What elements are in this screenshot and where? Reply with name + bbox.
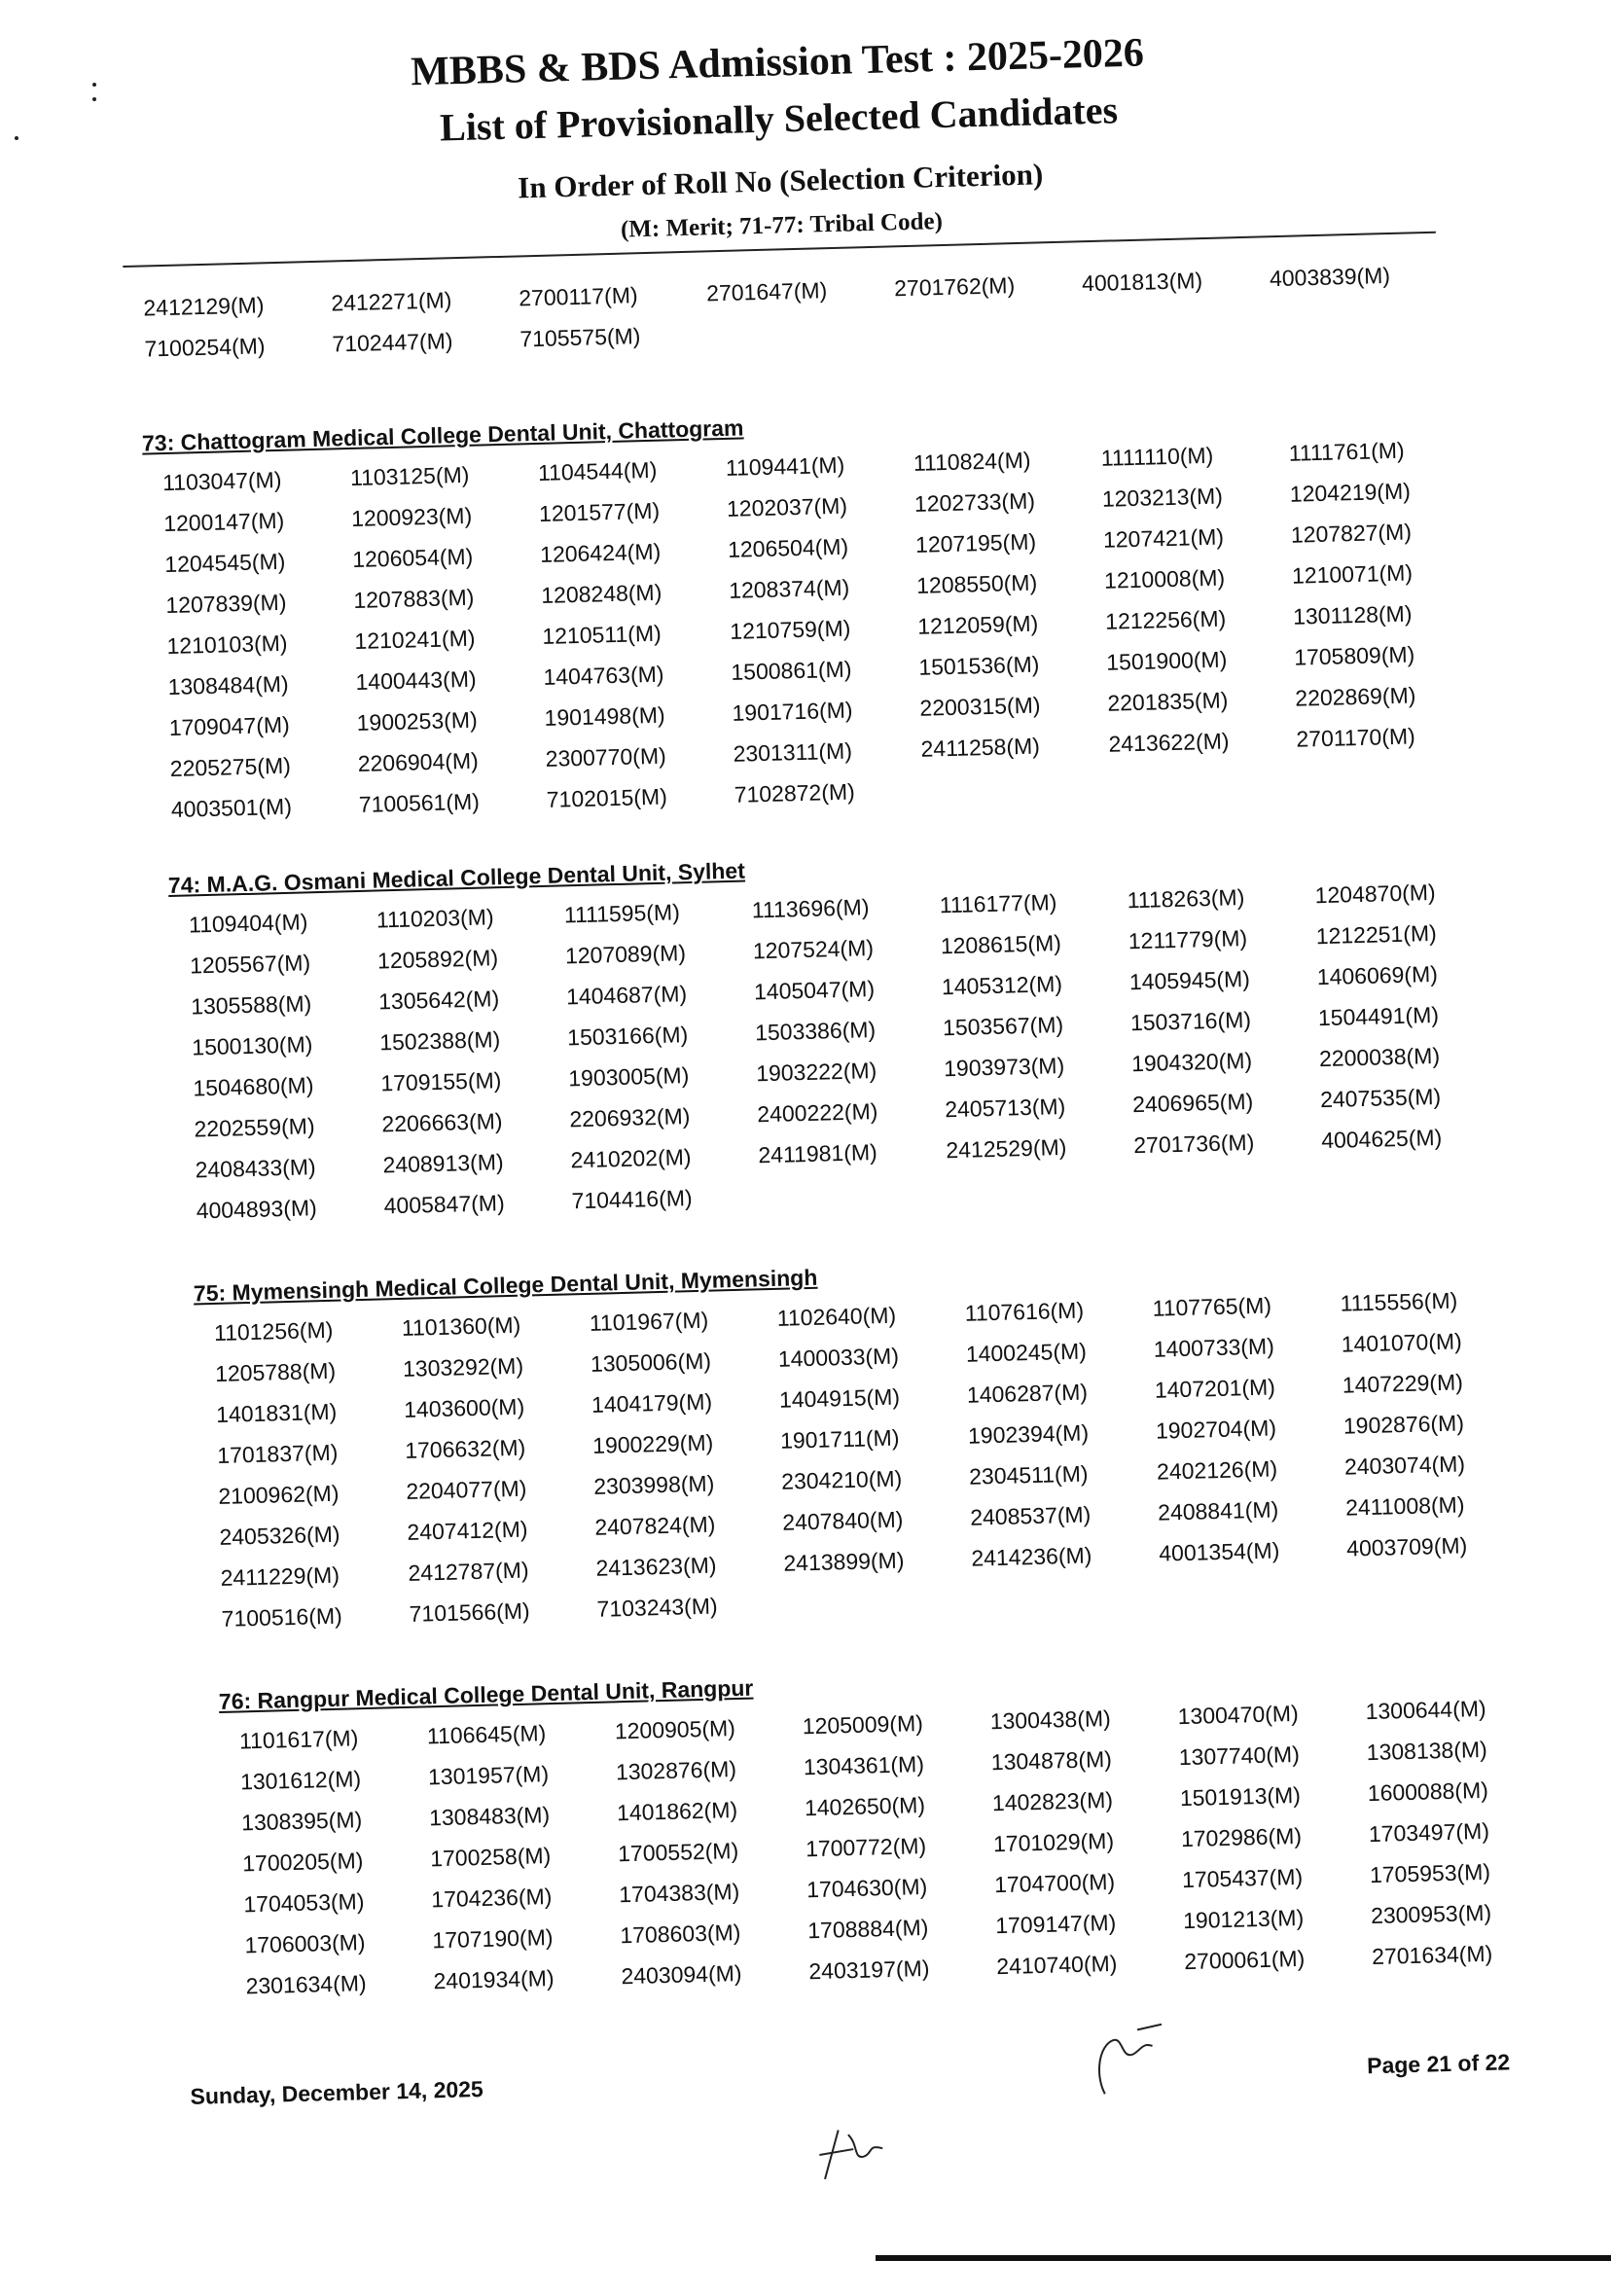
roll-number: 1210241(M) <box>354 625 476 654</box>
roll-number: 2303998(M) <box>592 1470 715 1499</box>
roll-number: 2300953(M) <box>1370 1899 1492 1929</box>
roll-number: 1504680(M) <box>193 1072 314 1101</box>
roll-number: 1302876(M) <box>615 1756 737 1785</box>
roll-number: 1207195(M) <box>914 528 1037 557</box>
roll-number: 1208550(M) <box>915 569 1038 598</box>
roll-number: 2202559(M) <box>194 1113 315 1142</box>
roll-number: 1704053(M) <box>243 1888 365 1918</box>
roll-number: 1501913(M) <box>1179 1781 1302 1812</box>
roll-number: 1207883(M) <box>353 584 475 613</box>
roll-number: 1702986(M) <box>1180 1822 1303 1852</box>
roll-number: 1405047(M) <box>753 976 876 1005</box>
roll-number: 4004625(M) <box>1320 1124 1443 1154</box>
roll-number: 1407229(M) <box>1342 1369 1464 1398</box>
roll-number: 2412529(M) <box>946 1133 1067 1164</box>
roll-number: 1106645(M) <box>426 1720 547 1749</box>
roll-number: 2405713(M) <box>944 1093 1066 1123</box>
roll-number: 1303292(M) <box>402 1352 524 1381</box>
roll-number: 4005847(M) <box>383 1190 505 1219</box>
roll-number: 1205788(M) <box>214 1357 337 1386</box>
roll-number: 4003839(M) <box>1269 262 1391 292</box>
roll-number: 2413623(M) <box>595 1552 717 1581</box>
roll-number: 1903222(M) <box>755 1058 877 1087</box>
roll-list <box>239 1693 1560 1999</box>
roll-number: 1308484(M) <box>167 670 289 700</box>
roll-number: 1503166(M) <box>566 1022 689 1051</box>
roll-number: 1212256(M) <box>1104 605 1227 634</box>
roll-number: 1212059(M) <box>916 610 1039 639</box>
roll-number: 1701837(M) <box>216 1439 339 1468</box>
roll-number: 1902704(M) <box>1155 1415 1277 1444</box>
roll-number: 2204077(M) <box>406 1475 527 1504</box>
roll-number: 1300438(M) <box>989 1704 1112 1735</box>
roll-number: 2701736(M) <box>1132 1129 1255 1159</box>
roll-number: 2205275(M) <box>169 752 292 781</box>
roll-number: 2206904(M) <box>357 747 480 776</box>
roll-number: 2201835(M) <box>1107 687 1229 716</box>
roll-number: 2407412(M) <box>407 1516 528 1545</box>
scan-edge-line <box>876 2255 1611 2261</box>
roll-number: 1308138(M) <box>1366 1736 1488 1766</box>
roll-number: 1900253(M) <box>356 706 478 735</box>
roll-number: 1503386(M) <box>754 1017 877 1046</box>
roll-number: 1208374(M) <box>728 574 850 603</box>
roll-number: 1700205(M) <box>241 1848 364 1877</box>
roll-number: 2700061(M) <box>1183 1945 1306 1975</box>
roll-number: 1706003(M) <box>244 1929 366 1958</box>
roll-number: 1701029(M) <box>992 1827 1115 1857</box>
roll-number: 1212251(M) <box>1315 919 1438 950</box>
order-criterion: In Order of Roll No (Selection Criterion) <box>517 157 1044 205</box>
roll-number: 7104416(M) <box>571 1185 693 1214</box>
roll-number: 1210759(M) <box>729 615 851 644</box>
roll-number: 2304210(M) <box>780 1465 903 1494</box>
roll-number: 1401831(M) <box>215 1398 338 1427</box>
roll-number: 2200038(M) <box>1318 1042 1441 1072</box>
roll-number: 2200315(M) <box>919 692 1041 721</box>
roll-number: 7100516(M) <box>221 1602 343 1632</box>
roll-number: 7103243(M) <box>596 1593 718 1622</box>
roll-number: 2701647(M) <box>705 277 828 306</box>
roll-number: 1400245(M) <box>965 1338 1088 1367</box>
roll-number: 1202037(M) <box>726 492 848 521</box>
page-subtitle: List of Provisionally Selected Candidates <box>439 88 1119 150</box>
roll-number: 4003709(M) <box>1345 1532 1468 1561</box>
roll-number: 1207089(M) <box>564 940 687 969</box>
scan-mark <box>15 136 18 140</box>
roll-number: 2405326(M) <box>219 1521 340 1550</box>
roll-number: 1305006(M) <box>590 1347 712 1377</box>
roll-number: 1700772(M) <box>805 1833 927 1862</box>
roll-number: 1111595(M) <box>563 899 681 928</box>
roll-number: 1704700(M) <box>993 1868 1116 1898</box>
roll-number: 2406965(M) <box>1131 1088 1254 1118</box>
roll-number: 1405312(M) <box>941 971 1063 1000</box>
roll-number: 2413622(M) <box>1108 728 1230 757</box>
section-title: 73: Chattogram Medical College Dental Unit, Chattogram <box>141 414 744 456</box>
scan-mark <box>92 83 96 87</box>
roll-number: 2408433(M) <box>195 1154 316 1183</box>
roll-number: 1101967(M) <box>589 1307 709 1336</box>
roll-number: 1202733(M) <box>913 487 1036 517</box>
roll-number: 7102872(M) <box>734 778 856 807</box>
roll-number: 1704236(M) <box>431 1883 553 1913</box>
roll-number: 1113696(M) <box>751 894 870 923</box>
roll-number: 1402823(M) <box>991 1786 1114 1816</box>
roll-number: 1205567(M) <box>189 950 311 979</box>
roll-number: 2402126(M) <box>1156 1455 1278 1485</box>
roll-number: 1206054(M) <box>351 543 474 572</box>
roll-number: 2412271(M) <box>331 287 452 316</box>
roll-number: 1103047(M) <box>161 466 282 496</box>
roll-number: 2701762(M) <box>893 272 1016 302</box>
roll-number: 2410202(M) <box>570 1144 692 1173</box>
roll-number: 1110824(M) <box>913 447 1031 476</box>
roll-number: 2403074(M) <box>1343 1451 1466 1480</box>
roll-number: 7100254(M) <box>144 333 266 362</box>
roll-number: 1115556(M) <box>1340 1287 1458 1316</box>
roll-number: 1708884(M) <box>806 1914 929 1944</box>
roll-number: 1706632(M) <box>404 1434 526 1463</box>
roll-number: 1205009(M) <box>802 1710 924 1740</box>
roll-number: 1700552(M) <box>617 1838 739 1867</box>
roll-number: 1903005(M) <box>567 1062 690 1092</box>
roll-number: 1901716(M) <box>732 697 853 726</box>
roll-number: 1201577(M) <box>538 497 661 526</box>
roll-number: 1301128(M) <box>1292 600 1413 629</box>
initials-icon <box>813 2119 893 2189</box>
roll-number: 1207421(M) <box>1102 523 1225 553</box>
roll-number: 1109404(M) <box>188 909 308 938</box>
roll-number: 2304511(M) <box>968 1460 1089 1489</box>
roll-number: 1705953(M) <box>1369 1858 1491 1888</box>
roll-number: 1705809(M) <box>1293 641 1415 670</box>
roll-number: 1406069(M) <box>1316 960 1439 990</box>
roll-number: 2411981(M) <box>758 1139 878 1168</box>
roll-number: 1118263(M) <box>1127 884 1245 914</box>
roll-number: 1704630(M) <box>806 1873 928 1903</box>
roll-number: 1200147(M) <box>162 507 285 537</box>
roll-number: 1208615(M) <box>940 930 1062 959</box>
roll-number: 1206504(M) <box>727 533 849 562</box>
roll-number: 2407535(M) <box>1319 1083 1442 1113</box>
roll-number: 1708603(M) <box>620 1919 741 1949</box>
roll-number: 1407201(M) <box>1154 1374 1276 1403</box>
roll-number: 1207839(M) <box>165 589 287 619</box>
roll-number: 1211779(M) <box>1128 925 1248 954</box>
roll-number: 1900229(M) <box>591 1429 714 1458</box>
roll-number: 1307740(M) <box>1178 1740 1301 1771</box>
roll-number: 1110203(M) <box>376 904 494 933</box>
roll-number: 1103125(M) <box>349 461 470 491</box>
roll-number: 2412787(M) <box>408 1557 529 1586</box>
roll-number: 2400222(M) <box>756 1098 878 1128</box>
roll-number: 1301612(M) <box>239 1766 362 1795</box>
roll-number: 2206663(M) <box>381 1108 503 1137</box>
roll-number: 1404915(M) <box>778 1383 901 1413</box>
roll-number: 1501536(M) <box>918 651 1040 680</box>
roll-number: 1206424(M) <box>539 538 662 567</box>
roll-number: 1404763(M) <box>543 661 664 690</box>
roll-number: 1210071(M) <box>1291 559 1414 589</box>
roll-number: 1301957(M) <box>427 1761 550 1790</box>
roll-number: 1304878(M) <box>990 1745 1113 1776</box>
roll-number: 1101617(M) <box>238 1725 359 1754</box>
roll-number: 1403600(M) <box>403 1393 525 1422</box>
roll-number: 1404687(M) <box>565 981 688 1010</box>
roll-number: 1305588(M) <box>190 990 312 1020</box>
roll-number: 1901711(M) <box>779 1424 900 1453</box>
roll-number: 2407824(M) <box>594 1511 716 1540</box>
roll-number: 1308395(M) <box>240 1807 363 1836</box>
roll-number: 2408913(M) <box>382 1149 504 1178</box>
roll-number: 4001813(M) <box>1081 268 1203 297</box>
page-title: MBBS & BDS Admission Test : 2025-2026 <box>410 30 1145 95</box>
roll-number: 1707190(M) <box>432 1924 554 1954</box>
roll-number: 2413899(M) <box>783 1547 905 1576</box>
roll-number: 1704383(M) <box>618 1879 740 1908</box>
roll-number: 2202869(M) <box>1294 682 1416 711</box>
roll-number: 2408841(M) <box>1157 1496 1279 1525</box>
roll-number: 2301634(M) <box>245 1970 367 1999</box>
roll-number: 1503567(M) <box>942 1012 1064 1041</box>
roll-number: 1210008(M) <box>1103 564 1226 593</box>
roll-number: 2403094(M) <box>621 1960 742 1990</box>
roll-number: 2411258(M) <box>920 733 1041 762</box>
roll-number: 1406287(M) <box>966 1379 1089 1408</box>
roll-number: 1111110(M) <box>1100 442 1214 471</box>
roll-number: 2701170(M) <box>1296 723 1416 752</box>
roll-number: 2206932(M) <box>569 1103 691 1132</box>
roll-number: 7102447(M) <box>332 328 453 357</box>
roll-number: 1709047(M) <box>168 711 291 740</box>
roll-number: 4003501(M) <box>170 793 293 822</box>
roll-number: 1101360(M) <box>401 1311 521 1341</box>
roll-number: 1502388(M) <box>378 1026 501 1056</box>
roll-number: 1300644(M) <box>1365 1695 1486 1725</box>
roll-number: 1107765(M) <box>1152 1292 1272 1321</box>
roll-number: 1400033(M) <box>777 1343 900 1372</box>
roll-number: 4004893(M) <box>196 1195 318 1224</box>
roll-number: 7101566(M) <box>409 1597 530 1627</box>
section-title: 75: Mymensingh Medical College Dental Unit, Mymensingh <box>193 1264 818 1307</box>
roll-number: 1901213(M) <box>1182 1904 1305 1934</box>
roll-number: 2301311(M) <box>733 737 853 767</box>
roll-number: 1500861(M) <box>731 656 852 685</box>
continued-roll-list <box>143 260 1458 362</box>
roll-number: 7105575(M) <box>519 323 641 352</box>
roll-number: 1204870(M) <box>1314 879 1436 909</box>
roll-number: 1903973(M) <box>943 1053 1065 1082</box>
roll-number: 1501900(M) <box>1105 646 1228 675</box>
roll-number: 1104544(M) <box>537 456 658 485</box>
roll-number: 1210103(M) <box>166 629 288 660</box>
signature-icon <box>1084 2014 1173 2103</box>
roll-number: 1709155(M) <box>380 1067 502 1096</box>
roll-number: 2100962(M) <box>218 1480 340 1509</box>
roll-number: 1111761(M) <box>1288 437 1405 466</box>
section-title: 74: M.A.G. Osmani Medical College Dental Unit, Sylhet <box>167 857 746 899</box>
roll-number: 2410740(M) <box>996 1950 1118 1980</box>
roll-number: 2408537(M) <box>969 1501 1092 1530</box>
roll-number: 1304361(M) <box>803 1751 925 1780</box>
roll-number: 2411008(M) <box>1344 1491 1465 1521</box>
roll-number: 1200905(M) <box>614 1715 736 1744</box>
code-legend: (M: Merit; 71-77: Tribal Code) <box>620 207 944 243</box>
roll-number: 1405945(M) <box>1128 965 1251 995</box>
roll-number: 2401934(M) <box>433 1965 555 1994</box>
roll-number: 1904320(M) <box>1130 1047 1253 1077</box>
roll-number: 1204545(M) <box>163 548 286 578</box>
roll-number: 1205892(M) <box>376 945 499 974</box>
scan-mark <box>92 97 96 101</box>
roll-number: 1207524(M) <box>752 935 875 964</box>
roll-number: 1504491(M) <box>1317 1001 1440 1031</box>
roll-number: 1305642(M) <box>377 986 500 1015</box>
roll-number: 7100561(M) <box>358 788 481 817</box>
roll-number: 1210511(M) <box>542 620 662 649</box>
roll-number: 1709147(M) <box>994 1909 1117 1939</box>
roll-number: 1700258(M) <box>429 1843 552 1872</box>
roll-number: 2412129(M) <box>143 292 265 321</box>
roll-number: 2700117(M) <box>518 282 638 311</box>
roll-number: 1200923(M) <box>350 502 473 531</box>
roll-list <box>162 435 1486 823</box>
roll-number: 1107616(M) <box>964 1297 1085 1326</box>
roll-number: 2414236(M) <box>971 1542 1092 1571</box>
roll-number: 1705437(M) <box>1181 1863 1304 1893</box>
roll-number: 1116177(M) <box>939 889 1057 918</box>
roll-number: 1401070(M) <box>1341 1328 1463 1357</box>
roll-number: 1203213(M) <box>1101 483 1224 512</box>
roll-list <box>214 1285 1536 1632</box>
roll-number: 2407840(M) <box>781 1506 904 1535</box>
roll-number: 7102015(M) <box>546 783 668 812</box>
roll-number: 2701634(M) <box>1371 1940 1493 1970</box>
roll-number: 2403197(M) <box>808 1955 930 1985</box>
footer-date: Sunday, December 14, 2025 <box>190 2076 484 2109</box>
roll-number: 1902394(M) <box>967 1419 1090 1449</box>
section-title: 76: Rangpur Medical College Dental Unit, Rangpur <box>218 1674 754 1714</box>
roll-number: 1703497(M) <box>1368 1817 1490 1848</box>
roll-number: 1402650(M) <box>804 1792 926 1821</box>
roll-number: 1902876(M) <box>1342 1410 1465 1439</box>
roll-number: 1208248(M) <box>540 579 662 608</box>
roll-number: 1404179(M) <box>591 1388 713 1417</box>
roll-number: 2411229(M) <box>220 1561 340 1591</box>
roll-number: 1503716(M) <box>1129 1006 1252 1036</box>
roll-number: 1401862(M) <box>616 1797 738 1826</box>
roll-number: 1109441(M) <box>725 451 845 481</box>
roll-number: 1901498(M) <box>544 701 665 731</box>
roll-number: 1102640(M) <box>776 1302 897 1331</box>
roll-number: 1300470(M) <box>1177 1700 1300 1730</box>
page-number: Page 21 of 22 <box>1366 2049 1511 2079</box>
roll-number: 1308483(M) <box>428 1802 551 1831</box>
roll-number: 1207827(M) <box>1290 519 1413 548</box>
roll-number: 1400733(M) <box>1153 1333 1275 1362</box>
roll-number: 4001354(M) <box>1158 1537 1280 1566</box>
roll-number: 1101256(M) <box>213 1316 334 1345</box>
roll-number: 1400443(M) <box>355 665 477 695</box>
roll-number: 1204219(M) <box>1289 478 1412 507</box>
roll-number: 1500130(M) <box>191 1031 313 1060</box>
roll-list <box>189 877 1511 1224</box>
roll-number: 1600088(M) <box>1367 1776 1489 1807</box>
roll-number: 2300770(M) <box>545 742 667 771</box>
